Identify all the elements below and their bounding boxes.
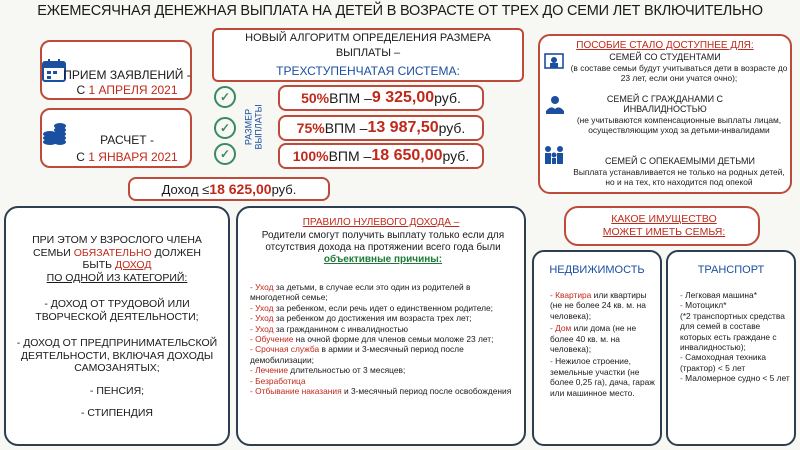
transport-box bbox=[666, 250, 796, 446]
tier-pct: 100% bbox=[292, 148, 329, 164]
reason-lead: - Уход bbox=[250, 313, 274, 324]
adult-line4: ПО ОДНОЙ ИЗ КАТЕГОРИЙ: bbox=[46, 271, 188, 284]
realty-rest: или квартиры (не не более 24 кв. м. на человека); bbox=[550, 290, 647, 321]
reason-item bbox=[250, 313, 516, 323]
g1-text: (в составе семьи будут учитываться дети в возрасте до 23 лет, если они учатся очно); bbox=[570, 63, 788, 84]
adult-line3 bbox=[16, 259, 218, 272]
reason-rest: длительностью от 3 месяцев; bbox=[287, 365, 406, 376]
tier-unit: руб. bbox=[442, 148, 470, 164]
zero-income-reasons bbox=[250, 282, 516, 396]
algorithm-box bbox=[212, 28, 524, 82]
adult-income-box bbox=[4, 206, 230, 446]
adult-mandatory: ОБЯЗАТЕЛЬНО bbox=[73, 246, 152, 259]
reason-lead: - Уход bbox=[250, 323, 274, 334]
tier-75 bbox=[278, 115, 484, 141]
realty-lead: - bbox=[550, 356, 556, 367]
check-icon: ✓ bbox=[214, 117, 236, 139]
reason-lead: - Уход bbox=[250, 282, 274, 292]
reason-item bbox=[250, 344, 516, 365]
accessible-box bbox=[538, 34, 792, 194]
g2-text: (не учитываются компенсационные выплаты лицам, осуществляющим уход за детьми-инвалидами bbox=[576, 115, 782, 136]
reason-rest: в армии и 3-месячный период после демобилизации; bbox=[250, 344, 464, 365]
realty-rest: Нежилое строение, земельные участки (не более 0,25 га), дача, гараж или машинное место. bbox=[550, 356, 655, 398]
applications-date-line bbox=[62, 83, 192, 97]
zero-income-title bbox=[238, 217, 524, 228]
applications-prefix: С bbox=[76, 83, 89, 97]
adult-line1: ПРИ ЭТОМ У ВЗРОСЛОГО ЧЛЕНА bbox=[32, 234, 202, 246]
transport-lead: - bbox=[680, 373, 686, 384]
adult-line2a: СЕМЬИ bbox=[33, 246, 74, 259]
reason-rest: за ребенком до достижения им возраста трех лет; bbox=[273, 313, 472, 324]
reason-lead: - Обучение bbox=[250, 334, 294, 345]
transport-lead: - bbox=[680, 300, 686, 311]
tier-value: 9 325,00 bbox=[371, 89, 435, 106]
tier-mid: ВПМ – bbox=[324, 120, 368, 136]
reason-rest: за ребенком, если речь идет о единственном родителе; bbox=[273, 302, 494, 313]
adult-line2 bbox=[16, 247, 218, 260]
realty-item bbox=[550, 323, 658, 354]
tier-unit: руб. bbox=[438, 120, 466, 136]
income-label: Доход ≤ bbox=[161, 181, 210, 197]
realty-list bbox=[550, 290, 658, 398]
algorithm-line1: НОВЫЙ АЛГОРИТМ ОПРЕДЕЛЕНИЯ РАЗМЕРА bbox=[245, 32, 491, 44]
transport-rest: Самоходная техника (трактор) < 5 лет bbox=[680, 352, 767, 373]
reason-item bbox=[250, 334, 516, 344]
zero-income-subtitle bbox=[252, 230, 514, 266]
check-icon: ✓ bbox=[214, 86, 236, 108]
reason-item bbox=[250, 324, 516, 334]
realty-lead: - Квартира bbox=[550, 290, 592, 300]
calculation-label: РАСЧЕТ - bbox=[100, 133, 154, 147]
g3-text: Выплата устанавливается не только на родных детей, но и на тех, кто находится под опекой bbox=[573, 167, 785, 188]
reason-rest: за гражданином с инвалидностью bbox=[273, 323, 409, 334]
family-icon bbox=[541, 144, 567, 166]
reason-item bbox=[250, 303, 516, 313]
tier-unit: руб. bbox=[434, 90, 461, 106]
applications-box bbox=[40, 40, 192, 100]
income-value: 18 625,00 bbox=[209, 181, 272, 197]
zero-income-title-text: ПРАВИЛО НУЛЕВОГО ДОХОДА – bbox=[302, 217, 460, 228]
tier-100 bbox=[278, 143, 484, 169]
reason-rest: и 3-месячный период после освобождения bbox=[341, 386, 512, 397]
adult-item: - ДОХОД ОТ ПРЕДПРИНИМАТЕЛЬСКОЙ ДЕЯТЕЛЬНОСТИ, ВКЛЮЧАЯ ДОХОДЫ САМОЗАНЯТЫХ; bbox=[16, 337, 218, 374]
property-title bbox=[590, 213, 738, 239]
size-label bbox=[244, 88, 264, 166]
adult-line2c: ДОЛЖЕН bbox=[151, 246, 201, 259]
reason-lead: - Лечение bbox=[250, 365, 288, 376]
tier-50 bbox=[278, 85, 484, 111]
realty-rest: или дома (не не более 40 кв. м. на человека); bbox=[550, 323, 637, 355]
page-title: ЕЖЕМЕСЯЧНАЯ ДЕНЕЖНАЯ ВЫПЛАТА НА ДЕТЕЙ В ВОЗРАСТЕ ОТ ТРЕХ ДО СЕМИ ЛЕТ ВКЛЮЧИТЕЛЬНО bbox=[37, 3, 763, 19]
reason-item bbox=[250, 386, 516, 396]
reason-rest: за детьми, в случае если это один из родителей в многодетной семье; bbox=[250, 282, 471, 303]
calculation-date-line bbox=[62, 150, 192, 164]
income-unit: руб. bbox=[271, 181, 297, 197]
calculation-prefix: С bbox=[76, 150, 89, 164]
transport-title: ТРАНСПОРТ bbox=[697, 264, 765, 276]
zero-income-subtitle-text: Родители смогут получить выплату только если для отсутствия дохода на протяжении всего года были bbox=[261, 230, 505, 253]
transport-rest: Маломерное судно < 5 лет bbox=[685, 373, 790, 384]
reason-lead: - Уход bbox=[250, 302, 274, 313]
transport-item bbox=[680, 373, 792, 383]
realty-box bbox=[532, 250, 662, 446]
accessible-title-text: ПОСОБИЕ СТАЛО ДОСТУПНЕЕ ДЛЯ: bbox=[576, 40, 754, 51]
realty-item bbox=[550, 356, 658, 398]
transport-item bbox=[680, 290, 792, 300]
income-box bbox=[128, 177, 330, 201]
zero-income-box bbox=[236, 206, 526, 446]
adult-line3a: БЫТЬ bbox=[82, 259, 115, 271]
reason-lead: - Отбывание наказания bbox=[250, 386, 342, 397]
applications-date: 1 АПРЕЛЯ 2021 bbox=[88, 83, 178, 97]
g1-title: СЕМЕЙ СО СТУДЕНТАМИ bbox=[609, 52, 721, 62]
reason-item bbox=[250, 365, 516, 375]
tier-value: 13 987,50 bbox=[367, 119, 439, 136]
tier-mid: ВПМ – bbox=[329, 90, 372, 106]
reason-item bbox=[250, 376, 516, 386]
calculation-date: 1 ЯНВАРЯ 2021 bbox=[88, 150, 178, 164]
reason-rest: на очной форме для членов семьи моложе 23 лет; bbox=[293, 334, 494, 345]
applications-label: ПРИЕМ ЗАЯВЛЕНИЙ - bbox=[63, 68, 191, 82]
tier-mid: ВПМ – bbox=[328, 148, 372, 164]
transport-item bbox=[680, 352, 792, 373]
adult-item: - ДОХОД ОТ ТРУДОВОЙ ИЛИ ТВОРЧЕСКОЙ ДЕЯТЕЛЬНОСТИ; bbox=[35, 298, 199, 323]
transport-lead: - bbox=[680, 352, 686, 363]
realty-item bbox=[550, 290, 658, 321]
adult-item: - ПЕНСИЯ; bbox=[89, 384, 145, 397]
transport-lead: - bbox=[680, 290, 686, 300]
check-icon: ✓ bbox=[214, 143, 236, 165]
algorithm-line2: ВЫПЛАТЫ – bbox=[335, 47, 401, 59]
calculation-box bbox=[40, 108, 192, 168]
students-icon bbox=[543, 52, 565, 72]
size-label-text: РАЗМЕР ВЫПЛАТЫ bbox=[244, 104, 265, 150]
g2-title: СЕМЕЙ С ГРАЖДАНАМИ С ИНВАЛИДНОСТЬЮ bbox=[606, 94, 724, 114]
hands-icon bbox=[543, 93, 567, 117]
transport-item bbox=[680, 311, 792, 353]
tier-value: 18 650,00 bbox=[371, 147, 443, 164]
transport-item bbox=[680, 300, 792, 310]
realty-lead: - Дом bbox=[550, 323, 572, 334]
reason-lead: - Срочная служба bbox=[250, 344, 320, 355]
zero-income-reasons-label: объективные причины: bbox=[323, 254, 443, 265]
property-title-text: КАКОЕ ИМУЩЕСТВО МОЖЕТ ИМЕТЬ СЕМЬЯ: bbox=[602, 213, 726, 238]
reason-lead: - Безработица bbox=[250, 375, 306, 386]
property-header bbox=[564, 206, 760, 246]
algorithm-line3: ТРЕХСТУПЕНЧАТАЯ СИСТЕМА: bbox=[276, 64, 460, 78]
transport-rest: Легковая машина* bbox=[685, 290, 757, 300]
tier-pct: 50% bbox=[301, 90, 330, 106]
g3-title: СЕМЕЙ С ОПЕКАЕМЫМИ ДЕТЬМИ bbox=[605, 156, 755, 166]
realty-title: НЕДВИЖИМОСТЬ bbox=[549, 264, 645, 276]
transport-rest: Мотоцикл* bbox=[685, 300, 727, 311]
adult-income-word: ДОХОД bbox=[114, 259, 152, 271]
adult-item: - СТИПЕНДИЯ bbox=[81, 407, 153, 419]
transport-list bbox=[680, 290, 792, 384]
transport-rest: (*2 транспортных средства для семей в составе которых есть граждане с инвалидностью); bbox=[680, 310, 785, 353]
reason-item bbox=[250, 282, 516, 303]
tier-pct: 75% bbox=[296, 120, 325, 136]
accessible-title bbox=[540, 40, 790, 51]
